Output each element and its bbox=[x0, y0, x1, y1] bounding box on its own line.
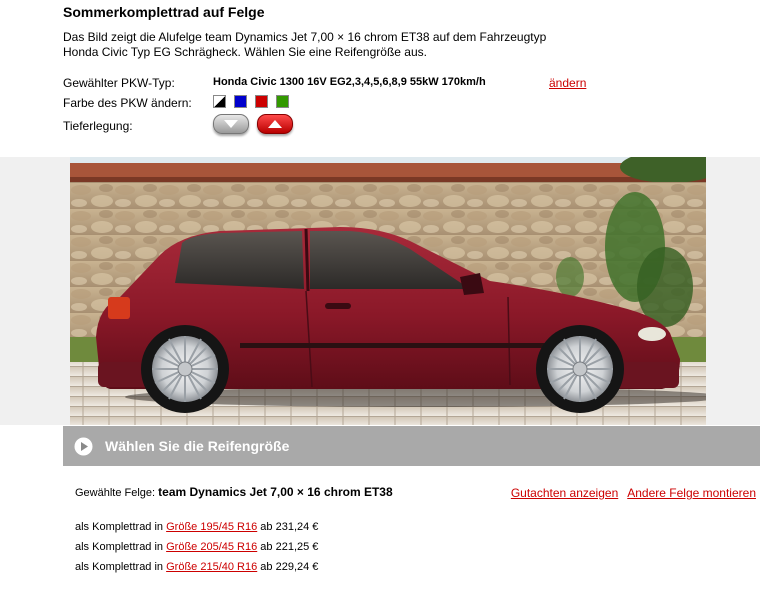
pkw-type-label: Gewählter PKW-Typ: bbox=[63, 76, 175, 90]
size-prefix: als Komplettrad in bbox=[75, 561, 164, 573]
size-link-215-40-r16[interactable]: Größe 215/40 R16 bbox=[166, 561, 258, 573]
lower-down-button[interactable] bbox=[213, 114, 249, 134]
tire-size-row bbox=[75, 520, 318, 540]
car-photo bbox=[70, 157, 706, 425]
tire-size-row bbox=[75, 560, 318, 580]
size-price: ab 221,25 € bbox=[260, 541, 319, 553]
size-price: ab 229,24 € bbox=[260, 561, 319, 573]
car-color-label: Farbe des PKW ändern: bbox=[63, 96, 192, 110]
selected-rim-name: team Dynamics Jet 7,00 × 16 chrom ET38 bbox=[158, 485, 393, 499]
selected-rim-row bbox=[75, 485, 393, 499]
size-prefix: als Komplettrad in bbox=[75, 541, 164, 553]
arrow-up-icon bbox=[268, 120, 282, 128]
color-swatches bbox=[213, 95, 289, 108]
pkw-type-value: Honda Civic 1300 16V EG2,3,4,5,6,8,9 55kW 170km/h bbox=[213, 76, 486, 88]
banner-title: Wählen Sie die Reifengröße bbox=[105, 438, 290, 454]
lowering-controls bbox=[213, 114, 293, 134]
page-title: Sommerkomplettrad auf Felge bbox=[63, 4, 265, 20]
rim-links bbox=[511, 486, 756, 500]
lower-up-button[interactable] bbox=[257, 114, 293, 134]
selected-rim-label: Gewählte Felge: bbox=[75, 487, 156, 499]
color-swatch-red[interactable] bbox=[255, 95, 268, 108]
front-wheel bbox=[536, 325, 624, 413]
choose-tire-size-banner[interactable] bbox=[63, 426, 760, 466]
lowering-label: Tieferlegung: bbox=[63, 119, 133, 133]
color-swatch-black-white[interactable] bbox=[213, 95, 226, 108]
car-photo-image bbox=[70, 157, 706, 425]
description bbox=[63, 30, 583, 60]
size-price: ab 231,24 € bbox=[260, 521, 319, 533]
tire-size-row bbox=[75, 540, 318, 560]
description-line-2: Honda Civic Typ EG Schrägheck. Wählen Sie eine Reifengröße aus. bbox=[63, 45, 427, 59]
mount-other-rim-link[interactable]: Andere Felge montieren bbox=[627, 486, 756, 500]
description-line-1: Das Bild zeigt die Alufelge team Dynamics Jet 7,00 × 16 chrom ET38 auf dem Fahrzeugtyp bbox=[63, 30, 547, 44]
arrow-down-icon bbox=[224, 120, 238, 128]
color-swatch-blue[interactable] bbox=[234, 95, 247, 108]
size-prefix: als Komplettrad in bbox=[75, 521, 164, 533]
tire-size-list bbox=[75, 520, 318, 580]
rear-wheel bbox=[141, 325, 229, 413]
play-circle-icon bbox=[74, 437, 93, 456]
size-link-195-45-r16[interactable]: Größe 195/45 R16 bbox=[166, 521, 258, 533]
change-vehicle-link[interactable]: ändern bbox=[549, 76, 587, 90]
color-swatch-green[interactable] bbox=[276, 95, 289, 108]
show-report-link[interactable]: Gutachten anzeigen bbox=[510, 486, 619, 500]
size-link-205-45-r16[interactable]: Größe 205/45 R16 bbox=[166, 541, 258, 553]
